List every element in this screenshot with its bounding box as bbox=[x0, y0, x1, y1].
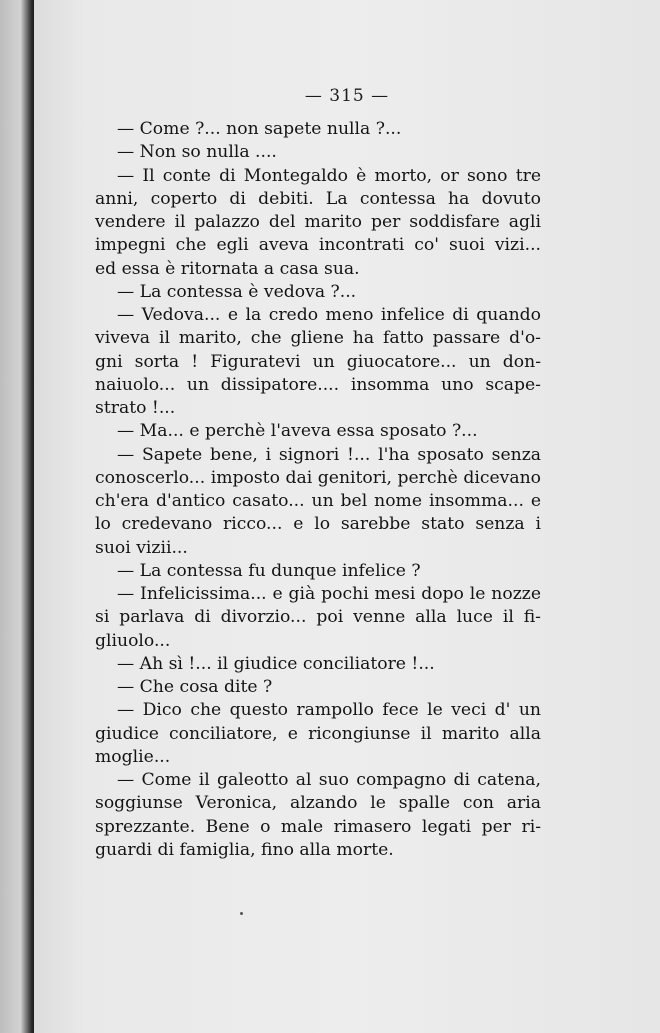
text-line: — Come il galeotto al suo compagno di catena, bbox=[117, 770, 541, 790]
paper-speck bbox=[240, 912, 243, 915]
text-line: naiuolo... un dissipatore.... insomma uno scape- bbox=[95, 374, 541, 395]
page-body-text bbox=[95, 118, 541, 862]
text-line: viveva il marito, che gliene ha fatto passare d'o- bbox=[95, 328, 541, 349]
text-line: — Dico che questo rampollo fece le veci d' un bbox=[117, 700, 541, 721]
text-line: impegni che egli aveva incontrati co' suoi vizi... bbox=[95, 235, 541, 256]
text-line: — Vedova... e la credo meno infelice di quando bbox=[117, 305, 541, 325]
text-line: — Infelicissima... e già pochi mesi dopo le nozze bbox=[117, 584, 541, 604]
text-line: — Ah sì !... il giudice conciliatore !... bbox=[117, 653, 435, 674]
text-line: anni, coperto di debiti. La contessa ha dovuto bbox=[95, 188, 541, 209]
text-line: — La contessa fu dunque infelice ? bbox=[117, 560, 421, 581]
text-line: — Sapete bene, i signori !... l'ha sposato senza bbox=[117, 444, 541, 465]
text-line: vendere il palazzo del marito per soddisfare agli bbox=[95, 212, 541, 232]
text-line: soggiunse Veronica, alzando le spalle con aria bbox=[95, 793, 541, 814]
book-page bbox=[34, 0, 660, 1033]
text-line: si parlava di divorzio... poi venne alla luce il fi- bbox=[95, 607, 541, 628]
book-gutter-shadow bbox=[0, 0, 34, 1033]
page-number: — 315 — bbox=[304, 86, 390, 106]
text-line: — La contessa è vedova ?... bbox=[117, 281, 357, 302]
text-line: — Non so nulla .... bbox=[117, 142, 277, 163]
text-line: gliuolo... bbox=[95, 630, 171, 651]
text-line: suoi vizii... bbox=[95, 537, 188, 558]
text-line: gni sorta ! Figuratevi un giuocatore... un don- bbox=[95, 351, 541, 372]
text-line: guardi di famiglia, fino alla morte. bbox=[95, 839, 394, 860]
text-line: lo credevano ricco... e lo sarebbe stato senza i bbox=[95, 514, 541, 535]
text-line: ed essa è ritornata a casa sua. bbox=[95, 258, 360, 279]
text-line: strato !... bbox=[95, 398, 176, 418]
text-line: — Il conte di Montegaldo è morto, or sono tre bbox=[117, 165, 541, 186]
text-line: ch'era d'antico casato... un bel nome insomma... e bbox=[95, 491, 541, 511]
text-line: — Che cosa dite ? bbox=[117, 677, 273, 697]
text-line: — Come ?... non sapete nulla ?... bbox=[117, 119, 402, 139]
text-line: — Ma... e perchè l'aveva essa sposato ?... bbox=[117, 421, 478, 442]
text-line: moglie... bbox=[95, 746, 171, 767]
text-line: conoscerlo... imposto dai genitori, perchè dicevano bbox=[95, 467, 541, 488]
text-line: sprezzante. Bene o male rimasero legati per ri- bbox=[95, 816, 541, 837]
text-line: giudice conciliatore, e ricongiunse il marito alla bbox=[95, 723, 541, 744]
